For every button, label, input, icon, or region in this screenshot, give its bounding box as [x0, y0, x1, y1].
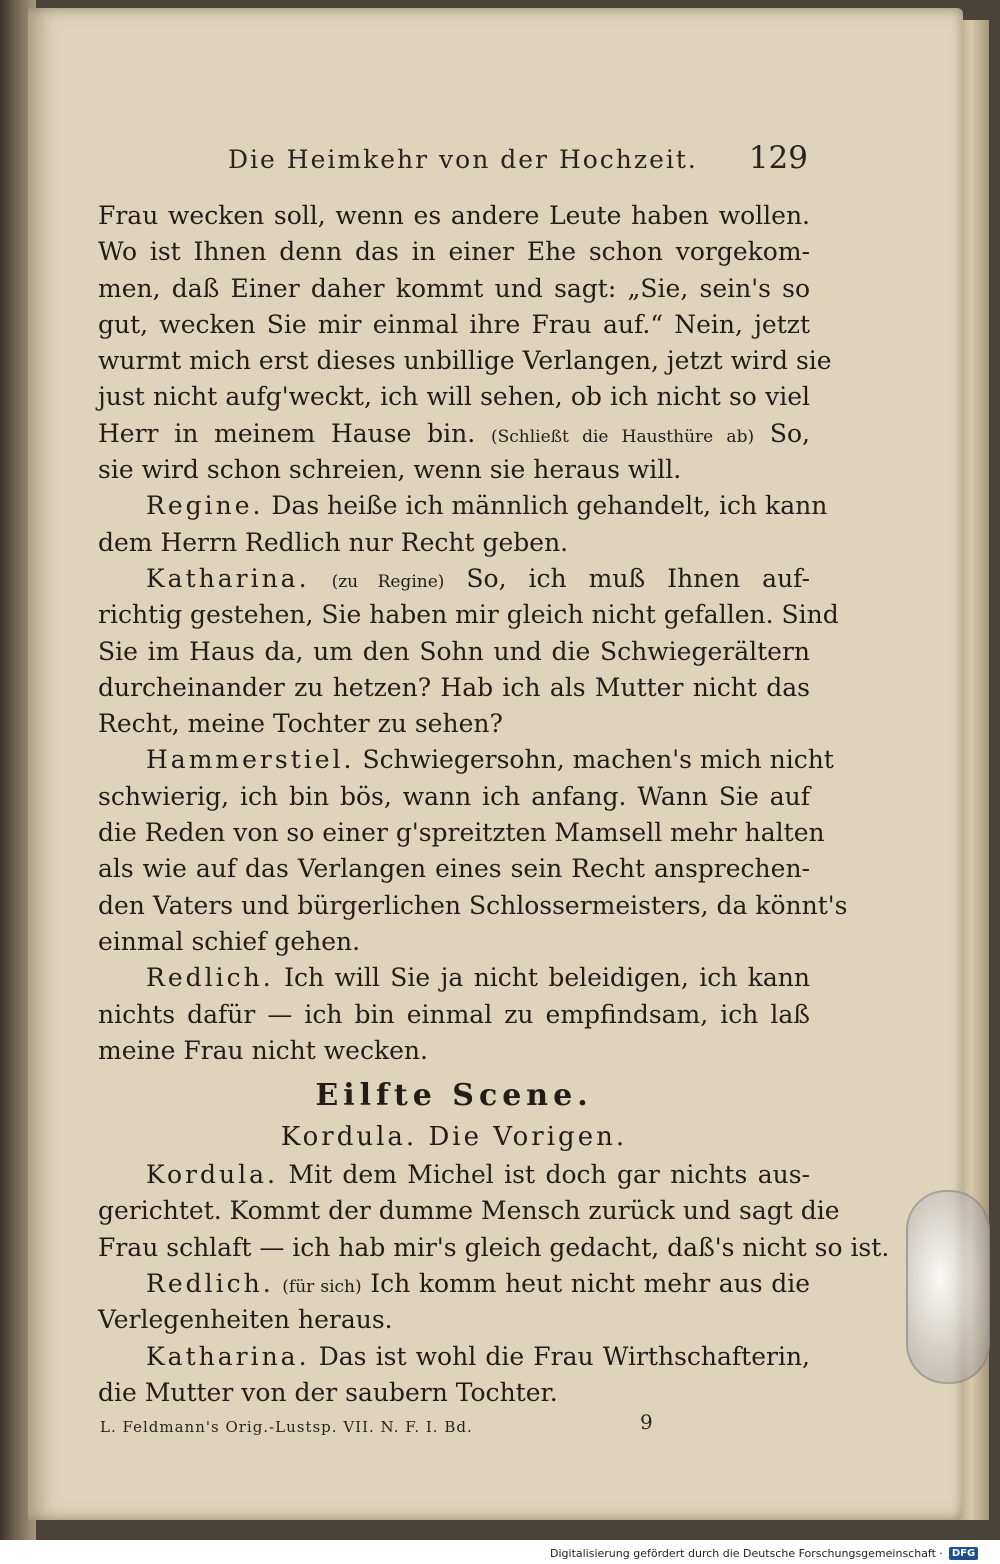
line-text: Herr in meinem Hause bin.: [98, 418, 476, 448]
speaker-name: Regine.: [146, 491, 264, 521]
speech-line: [98, 1266, 810, 1302]
scene-heading: Eilfte Scene.: [315, 1078, 593, 1114]
signature-mark: 9: [640, 1410, 653, 1434]
text-line: Frau wecken soll, wenn es andere Leute haben wollen.: [98, 201, 810, 230]
text-line: [98, 416, 810, 452]
line-text: So,: [769, 418, 810, 448]
line-text: Mit dem Michel ist doch gar nichts aus-: [288, 1160, 810, 1190]
page-number: 129: [748, 140, 808, 176]
line-text: So, ich muß Ihnen auf-: [466, 563, 810, 593]
text-line: gerichtet. Kommt der dumme Mensch zurück und sagt die: [98, 1196, 840, 1226]
page-clip: [906, 1190, 990, 1384]
text-line: durcheinander zu hetzen? Hab ich als Mutter nicht das: [98, 672, 810, 702]
text-line: men, daß Einer daher kommt und sagt: „Sie, sein's so: [98, 273, 810, 303]
text-line: Verlegenheiten heraus.: [98, 1305, 393, 1335]
speech-line: [98, 742, 834, 778]
speech-line: [98, 1157, 810, 1193]
speaker-name: Redlich.: [146, 963, 274, 993]
text-line: die Reden von so einer g'spreitzten Mamsell mehr halten: [98, 818, 825, 848]
running-title: Die Heimkehr von der Hochzeit.: [228, 145, 698, 174]
text-line: Recht, meine Tochter zu sehen?: [98, 709, 503, 739]
speaker-name: Redlich.: [146, 1269, 274, 1299]
line-text: Ich komm heut nicht mehr aus die: [370, 1269, 811, 1299]
speech-line: [98, 561, 810, 597]
text-line: sie wird schon schreien, wenn sie heraus will.: [98, 455, 682, 485]
text-line: wurmt mich erst dieses unbillige Verlangen, jetzt wird sie: [98, 346, 832, 376]
speech-line: [98, 1339, 810, 1375]
stage-direction: (zu Regine): [331, 571, 445, 592]
text-line: richtig gestehen, Sie haben mir gleich nicht gefallen. Sind: [98, 600, 839, 630]
scene-cast: Kordula. Die Vorigen.: [280, 1122, 628, 1153]
text-line: schwierig, ich bin bös, wann ich anfang. Wann Sie auf: [98, 781, 810, 811]
speaker-name: Kordula.: [146, 1160, 278, 1190]
speech-line: [98, 488, 828, 524]
text-line: just nicht aufg'weckt, ich will sehen, ob ich nicht so viel: [98, 382, 810, 412]
text-line: den Vaters und bürgerlichen Schlossermeisters, da könnt's: [98, 890, 848, 920]
speech-line: [98, 960, 810, 996]
text-line: als wie auf das Verlangen eines sein Recht ansprechen-: [98, 854, 810, 884]
text-line: gut, wecken Sie mir einmal ihre Frau auf.“ Nein, jetzt: [98, 309, 810, 339]
digitization-credit: [550, 1544, 978, 1562]
speaker-name: Katharina.: [146, 1341, 310, 1371]
line-text: Das heiße ich männlich gehandelt, ich kann: [271, 491, 828, 521]
speaker-name: Hammerstiel.: [146, 745, 355, 775]
text-line: dem Herrn Redlich nur Recht geben.: [98, 527, 569, 557]
speaker-name: Katharina.: [146, 563, 310, 593]
page-body: [98, 198, 890, 1411]
text-line: Sie im Haus da, um den Sohn und die Schwiegerältern: [98, 636, 810, 666]
text-line: die Mutter von der saubern Tochter.: [98, 1377, 558, 1407]
stage-direction: (Schließt die Hausthüre ab): [490, 426, 755, 447]
imprint-footer: L. Feldmann's Orig.-Lustsp. VII. N. F. I. Bd.: [100, 1418, 473, 1436]
text-line: einmal schief gehen.: [98, 926, 361, 956]
text-line: meine Frau nicht wecken.: [98, 1035, 428, 1065]
stage-direction: (für sich): [282, 1277, 362, 1298]
dfg-logo-icon: DFG: [949, 1547, 978, 1560]
line-text: Schwiegersohn, machen's mich nicht: [362, 745, 834, 775]
line-text: Das ist wohl die Frau Wirthschafterin,: [318, 1341, 810, 1371]
text-line: nichts dafür — ich bin einmal zu empfindsam, ich laß: [98, 999, 810, 1029]
credit-text: Digitalisierung gefördert durch die Deutsche Forschungsgemeinschaft ·: [550, 1546, 943, 1560]
text-line: Frau schlaft — ich hab mir's gleich gedacht, daß's nicht so ist.: [98, 1232, 890, 1262]
line-text: Ich will Sie ja nicht beleidigen, ich kann: [284, 963, 810, 993]
text-line: Wo ist Ihnen denn das in einer Ehe schon vorgekom-: [98, 237, 810, 267]
running-header: [228, 140, 808, 190]
